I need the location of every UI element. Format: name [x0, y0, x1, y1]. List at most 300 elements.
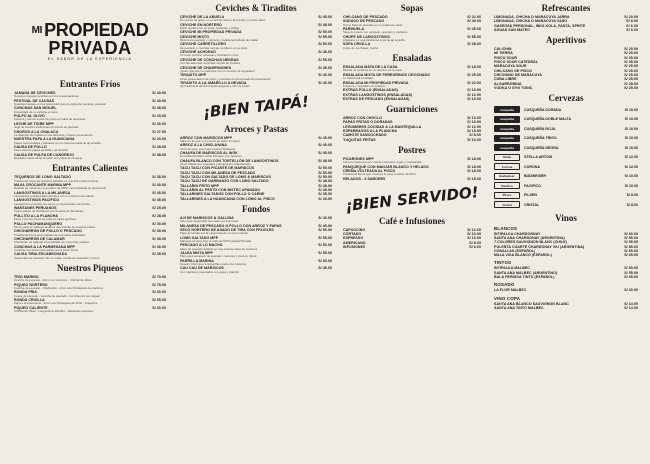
section-entrantes-calientes: [14, 163, 166, 260]
item-name: PANQUEQUE CON MANJAR BLANCO Y HELADO: [343, 164, 429, 169]
item-name: TACU TACU CON MILANESA DE PESCADO: [180, 170, 256, 175]
section-title: Postres: [398, 144, 426, 155]
item-description: Frescura y vegetales de estación: [343, 84, 386, 88]
wine-group-copa: VINO COPA: [494, 295, 521, 301]
item-name: PARRILLA MARINA: [180, 258, 214, 263]
item-name: LEGUMBRES COCIDAS A LA MANTEQUILLA: [343, 124, 422, 129]
beer-item: [494, 200, 638, 210]
item-name: EXTRAS LANGOSTINOS (ENSALADAS): [343, 92, 413, 97]
item-price: S/ 10.00: [467, 88, 481, 93]
item-price: S/ 27.00: [152, 129, 166, 134]
item-description: Tradicional masa de nuestros saltados en una fina masa crocante: [14, 179, 99, 183]
beer-name: CUSQUEÑA ROJA: [524, 126, 556, 131]
item-price: S/ 40.00: [318, 73, 332, 78]
item-name: MAXA CROCANTE MARINA MPP: [14, 183, 72, 188]
item-price: S/ 48.00: [152, 106, 166, 111]
item-price: S/ 50.00: [318, 166, 332, 171]
section-title: Fondos: [241, 203, 270, 214]
item-name: CAUSA DE PULPA DE CANGREJO: [14, 152, 75, 157]
item-name: PARIHUELA: [343, 27, 365, 31]
item-price: S/ 25.00: [467, 72, 481, 77]
item-description: Fina masa de papas amarilla y ají amarillo: [14, 149, 69, 153]
item-name: ALGARROBINA: [494, 81, 522, 86]
item-price: S/ 5.00: [626, 27, 638, 32]
beer-price: S/ 10.00: [624, 117, 638, 122]
section-fondos: [180, 204, 332, 274]
item-price: S/ 20.00: [624, 15, 638, 19]
section-ensaladas: [343, 53, 481, 101]
item-name: CHICHARRÓN DE CALAMAR: [14, 236, 65, 241]
beer-price: S/ 10.00: [624, 126, 638, 131]
item-description: Sabores de mar en un arroz de sabor sin igual: [180, 139, 240, 143]
item-name: CHILCANO DE PISCO: [494, 68, 532, 73]
beer-brand-logo: cusqueña: [494, 144, 520, 151]
item-price: S/ 60.00: [624, 266, 638, 271]
item-description: Salteado de lomo fino al estilo de Mi Propiedad Privada: [180, 239, 252, 243]
item-name: CEVICHE DE CHAMPINONES: [180, 65, 232, 70]
item-price: S/ 8.00: [469, 133, 481, 138]
item-price: S/ 22.00: [467, 15, 481, 19]
item-name: TACU TACU CON PICANTE DE MARISCOS: [180, 166, 255, 171]
item-description: Estilo norteño con su mejor marinado y chifles: [180, 27, 240, 30]
section-title: Vinos: [555, 212, 577, 223]
item-name: TACU TACU CON SALTADO DE LOMO & MARISCOS: [180, 175, 271, 180]
item-price: S/ 45.00: [318, 15, 332, 19]
item-price: S/ 55.00: [318, 250, 332, 255]
item-price: S/ 25.00: [624, 72, 638, 77]
item-description: Tipico relleno de chicharrón con la salsa de Tamarindo: [14, 210, 84, 214]
item-price: S/ 8.00: [626, 19, 638, 24]
item-price: S/ 48.00: [318, 50, 332, 55]
item-price: S/ 40.00: [467, 19, 481, 24]
item-name: CHICHANO DE MARACUYA: [494, 72, 542, 77]
beer-price: S/ 10.00: [624, 183, 638, 188]
item-name: PISCO SOUR CATEDRAL: [494, 60, 539, 65]
beer-item: [494, 115, 638, 125]
section-arroces-y-pastas: [180, 124, 332, 201]
item-price: S/ 35.00: [318, 192, 332, 197]
beer-name: CUSQUEÑA NEGRA: [524, 145, 559, 150]
item-price: S/ 45.00: [318, 223, 332, 228]
item-price: S/ 25.00: [624, 51, 638, 56]
item-price: S/ 85.00: [624, 244, 638, 249]
item-name: AGUAS SAN MATEO: [494, 27, 531, 32]
item-name: MARACUYA SOUR: [494, 64, 527, 69]
menu-column-2: [180, 0, 332, 464]
section-title: Ensaladas: [392, 53, 432, 64]
item-name: SOPA CRIOLLA: [343, 42, 371, 47]
section-cervezas: [494, 93, 638, 210]
item-name: NUESTRA PAPA A LA HUANCAINA: [14, 137, 75, 142]
item-name: CAUSA DE POLLO: [14, 144, 47, 149]
beer-name: STELLA ARTOIS: [524, 155, 553, 160]
item-price: S/ 55.00: [624, 240, 638, 245]
beer-name: BUDWEISER: [524, 174, 546, 179]
beer-item: [494, 134, 638, 144]
item-price: S/ 45.00: [152, 198, 166, 203]
item-name: CEVICHE ACHORAO: [180, 50, 217, 55]
item-price: S/ 10.00: [467, 232, 481, 237]
item-price: S/ 28.00: [152, 144, 166, 149]
item-price: S/ 65.00: [624, 275, 638, 280]
section-cafe-e-infusiones: [343, 216, 481, 249]
item-name: ENSALADA MIXTA DE PEREGRINOS CEVICHADO: [343, 72, 431, 77]
item-description: De pescado y conchas negras, el clásico en su plato: [180, 46, 248, 50]
beer-price: S/ 12.00: [624, 155, 638, 160]
section-title: Sopas: [400, 3, 424, 13]
item-price: S/ 45.00: [318, 143, 332, 148]
item-price: S/ 15.00: [467, 176, 481, 181]
item-name: POLLO PACHAMANQUERO: [14, 221, 63, 226]
item-description: Exquisita causa de ají amarillo con pulpa de cangrejo: [14, 156, 83, 160]
item-name: SANTA ANA BLANCO SAUVIGNON BLANC: [494, 301, 569, 306]
item-description: El ceviche de antes, una mezcla maa en la cocción y mucho sabor: [180, 19, 266, 23]
section-title: Aperitivos: [546, 35, 586, 46]
menu-item: [494, 86, 638, 90]
item-price: S/ 50.00: [318, 170, 332, 175]
item-name: PISCO SOUR: [494, 55, 518, 60]
beer-item: [494, 191, 638, 201]
slogan-bien-servido: ¡BIEN SERVIDO!: [344, 182, 480, 215]
beer-price: S/ 10.00: [624, 174, 638, 179]
item-description: Causa tibia de pescado frito en salsa, cocida de vegetales y trozos: [14, 256, 100, 260]
item-name: CEVICHE MIXTO: [180, 34, 209, 39]
beer-brand-logo: Budweiser: [494, 173, 520, 180]
item-price: S/ 25.00: [624, 85, 638, 90]
item-price: S/ 40.00: [318, 196, 332, 201]
beer-brand-logo: cusqueña: [494, 116, 520, 123]
item-name: MI TIERRA: [494, 51, 513, 56]
item-name: CEVICHE DE CONCHAS NEGRAS: [180, 57, 239, 62]
item-name: JALEA MIXTA MPP: [180, 250, 213, 255]
beer-price: S/ 10.00: [624, 145, 638, 150]
item-name: GASEOSA PERSONAL, INKA KOLA, FANTA, SPRITE: [494, 23, 586, 28]
item-price: S/ 10.00: [467, 96, 481, 101]
item-description: Chicharrón de calamar acompañado de yuca frita y tártara: [14, 241, 89, 245]
item-description: Un buen ceviche, pescado y chicharrón mixto: [180, 54, 239, 58]
item-price: S/ 50.00: [318, 42, 332, 47]
item-name: CHUPE DE LANGOSTINOS: [343, 34, 390, 39]
logo-line-1: PROPIEDAD: [44, 20, 149, 40]
item-name: LIMONADA, CHICHA O MARACUYA JARRA: [494, 15, 570, 19]
item-description: Tradicional flan al que nosotros le puse el sabor del Perú: [343, 173, 416, 177]
item-description: Ají Tradicional del Perú igual Langosta y tiernos cortes: [180, 85, 250, 89]
item-name: TEQUEÑOS DE LOMO SALTADO: [14, 175, 71, 180]
item-price: S/ 60.00: [624, 231, 638, 236]
item-name: CUBA LIBRE: [494, 77, 517, 82]
item-price: S/ 55.00: [318, 57, 332, 62]
item-name: EXTRAS POLLO (ENSALADAS): [343, 88, 398, 93]
item-name: CALICHIN: [494, 47, 512, 52]
item-price: S/ 18.00: [467, 156, 481, 161]
item-price: S/ 50.00: [318, 227, 332, 232]
section-entrantes-frios: [14, 79, 166, 160]
item-price: S/ 55.00: [318, 34, 332, 39]
logo-mi: MI: [31, 25, 43, 36]
item-name: MILANESA DE PESCADO O POLLO CON ARROZ Y PAPAS: [180, 223, 282, 228]
item-price: S/ 25.00: [624, 64, 638, 69]
section-guarniciones: [343, 104, 481, 142]
section-aperitivos: [494, 35, 638, 90]
item-name: CHAUFA BLANCO CON TORTELLÓN DE LANGOSTINOS: [180, 158, 279, 163]
item-price: S/ 38.00: [152, 152, 166, 157]
item-description: El tradicional Mato Chino Peruano con mariscos: [180, 155, 242, 159]
item-price: S/ 60.00: [318, 258, 332, 263]
item-name: JAMANA DE CEVICHES: [14, 91, 56, 95]
item-price: S/ 50.00: [318, 30, 332, 35]
item-description: Filete de pescado bañado en una potente salsa de mariscos: [180, 247, 258, 251]
item-description: Plato para compartir de pescado, mariscos y yuca en fritura: [180, 255, 257, 259]
item-description: Sopa de puerto con cangrejo, pescado y mariscos: [343, 31, 408, 35]
item-price: S/ 75.00: [152, 282, 166, 287]
item-price: S/ 35.00: [152, 175, 166, 180]
item-price: S/ 55.00: [318, 235, 332, 240]
item-name: TALLARINES SALTADOS CON POLLO O CARNE: [180, 192, 265, 197]
beer-item: [494, 162, 638, 172]
section-ceviches-tiraditos: [180, 3, 332, 89]
item-price: S/ 25.00: [624, 77, 638, 82]
menu-item: [343, 177, 481, 181]
item-price: S/ 14.00: [624, 305, 638, 310]
item-name: RONDA CRIOLLA: [14, 298, 45, 303]
item-price: S/ 48.00: [318, 158, 332, 163]
item-price: S/ 18.00: [467, 65, 481, 70]
item-name: TALLARIN AL PESTO CON BISTEC APANADO: [180, 187, 261, 192]
item-description: Tierno filete de pescado en un poderoso caldo: [343, 23, 403, 27]
item-name: PIQUEO CALIENTE: [14, 305, 48, 310]
item-name: CHOROS A LA CHALACA: [14, 129, 59, 134]
beer-name: CUSQUEÑA TRIGO: [524, 136, 557, 141]
item-description: La tradición del Callao en una deliciosa y fresca presentación: [14, 133, 93, 137]
item-price: S/ 45.00: [152, 190, 166, 195]
item-price: S/ 10.00: [467, 116, 481, 121]
item-name: LIMONADA, CHICHA O MARACUYA VASO: [494, 19, 568, 24]
item-description: Chicharrón Mixto - Langostinos Pacífico - Wantanes peruanos: [14, 310, 94, 314]
item-name: PULPO AL OLIVO: [14, 114, 45, 119]
item-price: S/ 43.00: [152, 114, 166, 119]
item-name: CEVICHE EN NORTEÑO: [180, 22, 222, 27]
menu-item: [494, 28, 638, 32]
item-name: POLLITO A LA PLANCHA: [14, 213, 59, 218]
item-name: TRIO MARINO: [14, 275, 39, 280]
logo-line-2: PRIVADA: [48, 38, 132, 58]
item-price: S/ 30.00: [152, 229, 166, 234]
item-price: S/ 60.00: [152, 305, 166, 310]
item-price: S/ 28.00: [467, 42, 481, 47]
item-name: CORTADO: [343, 232, 362, 237]
item-name: SANTA ANA MALBEC (ARGENTINO): [494, 270, 558, 275]
section-title: Cervezas: [548, 93, 584, 104]
item-price: S/ 30.00: [152, 121, 166, 126]
beer-brand-logo: Cristal: [494, 201, 520, 208]
item-name: INTIPALKA CHARDONNAY: [494, 231, 541, 236]
beer-brand-logo: cusqueña: [494, 125, 520, 132]
item-description: Con mariscos preparados con papa y culantro: [180, 270, 240, 274]
item-description: Frescos y tiernos cortes de pulpo en salsa de aceitunas: [14, 118, 86, 122]
wine-group-tintos: TINTOS: [494, 260, 512, 266]
item-price: S/ 65.00: [624, 253, 638, 258]
item-price: S/ 70.00: [152, 275, 166, 280]
item-description: Tierno pollo en sabores andinos una estrella de nuestros platos: [14, 225, 96, 229]
wine-group-rosado: ROSADO: [494, 282, 515, 288]
section-postres: [343, 145, 481, 181]
item-price: S/ 8.00: [469, 240, 481, 245]
logo-tagline: EL SABOR DE LA EXPERIENCIA: [48, 57, 132, 61]
item-name: AJÍ DE MARISCOS & GALLINA: [180, 215, 234, 220]
item-price: S/ 60.00: [624, 288, 638, 293]
item-description: Con las sabrosas conchitas negras de Tumbes: [180, 62, 241, 66]
beer-name: CUSQUEÑA DOBLE MALTA: [524, 117, 572, 122]
slogan-bien-taipa: ¡BIEN TAIPÁ!: [202, 92, 310, 122]
item-price: S/ 45.00: [318, 187, 332, 192]
beer-price: S/ 8.00: [626, 202, 638, 207]
restaurant-logo: [14, 22, 166, 76]
item-price: S/ 45.00: [318, 266, 332, 271]
menu-column-4: [494, 0, 638, 464]
menu-item: [343, 97, 481, 101]
item-name: ESPARRAGOS A LA PLANCHA: [343, 129, 397, 133]
item-name: CHICHARRÓN DE POLLO O PESCADO: [14, 229, 82, 234]
item-name: SECO NORTEÑO DE ASADO DE TIRA CON FRIJOLES: [180, 227, 274, 232]
item-price: S/ 40.00: [152, 91, 166, 95]
beer-brand-logo: cusqueña: [494, 106, 520, 113]
beer-item: [494, 181, 638, 191]
item-price: S/ 45.00: [318, 151, 332, 156]
item-name: CEVICHE CARRETILLERO: [180, 42, 227, 47]
item-name: BALA PERDIDA TINTO (ESPAÑOL): [494, 275, 555, 280]
item-description: Mezcla de verduras en un aderezo de la casa: [343, 69, 402, 73]
beer-name: PILSEN: [524, 193, 537, 198]
item-price: S/ 55.00: [624, 235, 638, 240]
item-price: S/ 45.00: [318, 135, 332, 140]
item-price: S/ 50.00: [318, 175, 332, 180]
item-name: 7 COLORES SAUVIGNON BLANC (CHILE): [494, 240, 567, 245]
item-name: YUQUITAS FRITAS: [343, 137, 376, 142]
item-name: CHAUFA DE MARISCOS AL WOK: [180, 151, 238, 156]
item-price: S/ 45.00: [467, 27, 481, 31]
item-name: INFUSIONES: [343, 245, 366, 250]
item-name: ARROZ CON MARISCOS MPP: [180, 135, 233, 140]
wine-group-blancos: BLANCOS: [494, 225, 518, 231]
item-name: AMERICANO: [343, 240, 366, 245]
item-name: FESTIVAL DE CAUSAS: [14, 98, 55, 103]
item-price: S/ 18.00: [467, 164, 481, 169]
item-price: S/ 12.00: [467, 227, 481, 232]
item-name: LOMO SALTADO MPP: [180, 235, 219, 240]
item-name: TACU TACU DE GARBANZO CON LOMO SALTADO: [180, 179, 269, 184]
column-1-sections: [14, 79, 166, 314]
item-price: S/ 35.00: [624, 60, 638, 65]
section-title: Ceviches & Tiraditos: [215, 3, 297, 13]
item-description: Nuestras causas en tres presentaciones de pulpa de cangrejo, pescado: [14, 103, 106, 106]
wine-item: [494, 275, 638, 279]
item-price: S/ 14.00: [624, 301, 638, 306]
item-description: Solo para comprobar que cada vez sea mejor: [180, 220, 239, 224]
item-name: CONCHAS A LA PARMESANA MPP: [14, 244, 75, 249]
item-name: PIQUEO NORTEÑO: [14, 282, 48, 287]
item-name: CAPUCCINO: [343, 227, 366, 232]
section-vinos: [494, 213, 638, 311]
item-description: Arequipa, en una tradicional sopa de ají amarillo: [343, 39, 405, 42]
item-name: PICARONES MPP: [343, 156, 374, 161]
beer-price: S/ 10.00: [624, 136, 638, 141]
item-price: S/ 25.00: [624, 55, 638, 60]
item-description: Ceviche de pescado - Chicharrón - Arroz a la Chiclayana de mariscos: [14, 287, 104, 291]
item-name: ENSALADA MI PROPIEDAD PRIVADA: [343, 80, 409, 85]
menu-column-3: [343, 0, 481, 464]
item-price: S/ 48.00: [318, 179, 332, 184]
beer-item: [494, 172, 638, 182]
item-description: Arroz chaufa con vegetales y langostinos empanizados: [180, 163, 251, 167]
item-description: Delicias de mariscos en el sarten de MPP y acompañada de guacamole: [14, 187, 107, 191]
item-price: S/ 40.00: [152, 183, 166, 188]
item-price: S/ 60.00: [152, 290, 166, 295]
item-description: Como lo hacemos con miel de chancaca, higos y mantequilla: [343, 161, 422, 165]
menu-item: [343, 245, 481, 249]
item-price: S/ 40.00: [318, 215, 332, 220]
item-price: S/ 12.00: [467, 92, 481, 97]
item-name: CAMOTE SANCOCHADO: [343, 133, 387, 138]
item-name: LECHE DE TIGRE MPP: [14, 121, 54, 126]
item-name: LANGOSTINOS PACIFICO: [14, 198, 60, 203]
item-name: CREMA VOLTEADA AL PISCO: [343, 168, 396, 173]
item-description: Jugo de ceviche tradicional con trozos de pescado: [14, 126, 79, 130]
section-title: Entrantes Fríos: [59, 79, 121, 89]
beer-brand-logo: cusqueña: [494, 135, 520, 142]
item-description: Mixtura de pescado y mariscos, tradicional bañado de Callao: [180, 39, 259, 42]
item-description: Finas presentación de pulpo y pescado a una innovadora presentación: [180, 77, 271, 81]
item-name: CAUSA TIBIA ESCABECHADA: [14, 252, 67, 257]
menu-column-1: [14, 0, 166, 464]
item-price: S/ 28.00: [624, 81, 638, 86]
item-name: PULENTA CUARTE CHARDONAY VIU (ARGENTINA): [494, 244, 585, 249]
item-price: S/ 18.00: [467, 168, 481, 173]
item-description: Langostinos envueltos de tocino y empanizados con Ansha: [14, 202, 90, 206]
item-price: S/ 10.00: [467, 120, 481, 125]
item-description: Causa de pescado - Ceviche de pescado - Conchas de san miguel: [14, 294, 100, 298]
beer-brand-logo: Pilsen: [494, 192, 520, 199]
item-name: CHILCANO DE PESCADO: [343, 15, 388, 19]
item-name: ARROZ CON CHOCLO: [343, 116, 383, 121]
item-name: ENSALADA MATA DE LA CASA: [343, 65, 398, 70]
wine-item: [494, 306, 638, 310]
item-description: Arroz al norte, a la mejor receta chiclayana: [180, 147, 235, 151]
item-price: S/ 20.00: [152, 137, 166, 142]
item-name: WANTANES PERUANOS: [14, 206, 57, 211]
beer-item: [494, 124, 638, 134]
menu-item: [343, 138, 481, 142]
item-name: EXTRAS DE PESCADO (ENSALADAS): [343, 96, 410, 101]
item-price: S/ 35.00: [152, 236, 166, 241]
item-price: S/ 50.00: [318, 243, 332, 248]
item-price: S/ 25.00: [624, 68, 638, 73]
item-name: SUDADO DE PESCADO: [343, 19, 385, 24]
item-description: Carne de res fideos y leche: [343, 46, 379, 50]
item-price: S/ 40.00: [318, 80, 332, 85]
item-name: HELADOS - 3 SABORES: [343, 176, 386, 181]
beer-price: S/ 12.00: [624, 164, 638, 169]
item-description: Nuestros mejores ceviches en tres presentaciones: [14, 95, 79, 99]
item-price: S/ 48.00: [318, 22, 332, 27]
item-price: S/ 22.00: [467, 80, 481, 85]
item-description: Lo tradicional ensalada: [343, 77, 373, 81]
beer-name: CUSQUEÑA DORADA: [524, 107, 562, 112]
item-name: CONALLAS (ESPAÑOL): [494, 248, 536, 253]
item-name: LANGOSTINOS A LA MILANESA: [14, 190, 71, 195]
item-name: PAPAS FRITAS O DORADAS: [343, 120, 393, 125]
section-title: Guarniciones: [386, 104, 438, 115]
section-title: Entrantes Calientes: [52, 163, 128, 174]
